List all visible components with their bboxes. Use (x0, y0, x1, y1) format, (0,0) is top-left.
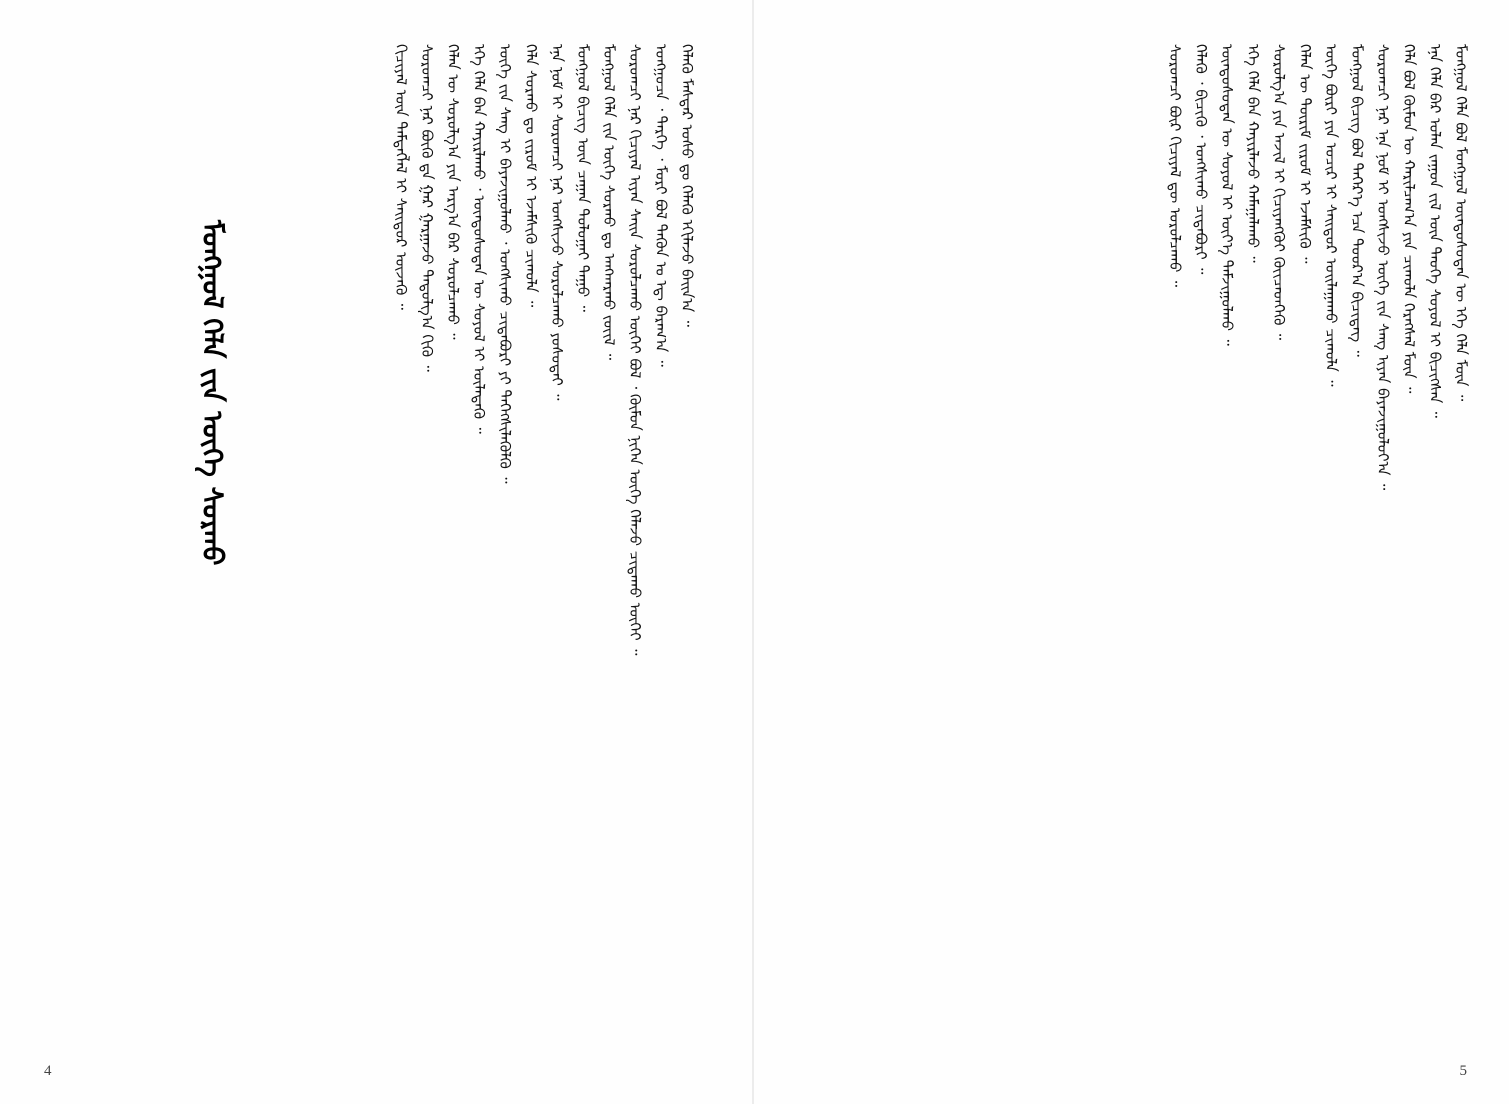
text-column: ᠡᠨᠡ ᠨᠣᠮ ᠢ ᠰᠤᠷᠤᠭᠴᠢ ᠨᠠᠷ ᠤᠩᠰᠢᠵᠤ ᠰᠤᠷᠤᠯᠴᠠᠬᠤ ᠶᠣᠰᠣᠲᠠᠢ ᠃ (548, 44, 566, 401)
text-column: ᠬᠡᠯᠡᠬᠦ ᠂ ᠪᠢᠴᠢᠬᠦ ᠂ ᠤᠩᠰᠢᠬᠤ ᠴᠢᠳᠠᠪᠤᠷᠢ ᠃ (1192, 44, 1210, 275)
text-column: ᠣᠩᠭᠤᠴᠠ ᠂ ᠲᠡᠷᠭᠡ ᠂ ᠮᠣᠷᠢ ᠪᠣᠯ ᠲᠡᠭᠦᠨ ᠤ ᠡᠳ᠋ ᠪᠠᠷᠠᠭ᠎ᠠ ᠃ (652, 44, 670, 367)
text-column: ᠬᠡᠯᠡᠬᠦ ᠮᠠᠰᠲᠠᠷ ᠤᠰᠤ ᠳᠤ ᠬᠡᠯᠡᠬᠦ ᠡᠬᠢᠯᠡᠵᠦ ᠪᠠᠢᠨ᠎ᠠ ᠃ (678, 44, 696, 327)
page-number: 4 (44, 1063, 52, 1079)
text-column: ᠰᠤᠷᠤᠯᠭ᠎ᠠ ᠶᠢᠨ ᠠᠵᠢᠯ ᠢ ᠬᠢᠴᠢᠶᠡᠩᠭᠦᠢ ᠭᠦᠢᠴᠡᠳᠬᠡᠬᠦ ᠃ (1270, 44, 1288, 341)
text-column: ᠬᠡᠯᠡ ᠰᠤᠷᠬᠤ ᠳᠤ ᠵᠢᠷᠤᠮ ᠢ ᠡᠵᠡᠮᠰᠢᠬᠦ ᠴᠢᠬᠤᠯᠠ ᠃ (522, 44, 540, 308)
text-column: ᠮᠣᠩᠭᠣᠯ ᠬᠡᠯᠡ ᠪᠣᠯ ᠮᠣᠩᠭᠣᠯ ᠦᠨᠳᠦᠰᠦᠲᠡᠨ ᠦ ᠡᠬᠡ ᠬᠡᠯᠡ ᠮᠥᠨ ᠃ (1452, 44, 1470, 402)
text-column: ᠬᠢᠴᠢᠶᠡᠯ ᠦᠨ ᠲᠡᠮᠳᠡᠭᠯᠡᠯ ᠢ ᠰᠠᠢᠲᠤᠷ ᠦᠵᠡᠬᠦ ᠃ (392, 44, 410, 310)
text-column: ᠦᠭᠡ ᠵᠢᠨ ᠰᠠᠩ ᠢ ᠪᠠᠶᠠᠵᠢᠭᠤᠯᠬᠤ ᠂ ᠤᠩᠰᠢᠬᠤ ᠴᠢᠳᠠᠪᠤᠷᠢ ᠶᠢ ᠳᠡᠭᠡᠭᠰᠢᠯᠡᠭᠦᠯᠬᠦ ᠃ (496, 44, 514, 484)
text-column: ᠰᠤᠷᠤᠭᠴᠢ ᠨᠠᠷ ᠪᠦᠬᠦ ᠳᠠ ᠭᠠᠷ ᠭᠠᠷᠭᠠᠵᠤ ᠳᠠᠳᠤᠯᠭ᠎ᠠ ᠬᠢᠬᠦ ᠃ (418, 44, 436, 372)
text-column: ᠮᠣᠩᠭᠣᠯ ᠪᠢᠴᠢᠭ ᠪᠣᠯ ᠳᠡᠭᠡᠷ᠎ᠡ ᠡᠴᠡ ᠳᠤᠤᠷ᠎ᠠ ᠪᠢᠴᠢᠳᠡᠭ ᠃ (1348, 44, 1366, 357)
text-column: ᠮᠣᠩᠭᠣᠯ ᠪᠢᠴᠢᠭ ᠦᠨ ᠴᠠᠭᠠᠨ ᠲᠣᠯᠣᠭᠠᠢ ᠳᠠᠭᠤ ᠃ (574, 44, 592, 312)
text-column: ᠡᠬᠡ ᠬᠡᠯᠡ ᠪᠡᠨ ᠬᠠᠶᠢᠷᠯᠠᠵᠤ ᠬᠠᠮᠠᠭᠠᠯᠠᠬᠤ ᠃ (1244, 44, 1262, 263)
page-number: 5 (1459, 1063, 1467, 1079)
text-column: ᠰᠤᠷᠤᠭᠴᠢ ᠨᠠᠷ ᠬᠢᠴᠢᠶᠡᠯ ᠢᠶᠡᠨ ᠰᠠᠢᠨ ᠰᠤᠷᠤᠯᠴᠠᠬᠤ ᠦᠭᠡᠢ ᠪᠣᠯ ᠂ ᠬᠦᠮᠦᠨ ᠨᠢᠭᠡᠨ ᠦᠭᠡ ᠬᠡᠯᠡᠵᠦ ᠴᠢᠳᠠᠬᠤ ᠦᠭᠡᠢ ᠃ (626, 44, 644, 656)
left-page (0, 0, 752, 1104)
text-column: ᠰᠤᠷᠤᠭᠴᠢ ᠨᠠᠷ ᠡᠨᠡ ᠨᠣᠮ ᠢ ᠤᠩᠰᠢᠵᠤ ᠦᠭᠡ ᠵᠢᠨ ᠰᠠᠩ ᠢᠶᠠᠨ ᠪᠠᠶᠠᠵᠢᠭᠤᠯᠤᠶ᠎ᠠ ᠃ (1374, 44, 1392, 491)
text-column: ᠦᠭᠡ ᠪᠦᠷᠢ ᠶᠢᠨ ᠤᠴᠢᠷ ᠢ ᠰᠠᠢᠲᠤᠷ ᠣᠢᠯᠠᠭᠠᠬᠤ ᠴᠢᠬᠤᠯᠠ ᠃ (1322, 44, 1340, 387)
section-title: ᠮᠣᠩᠭᠣᠯ ᠬᠡᠯᠡ ᠵᠢᠨ ᠦᠭᠡ ᠰᠤᠷᠬᠤ (196, 220, 229, 566)
text-column: ᠬᠡᠯᠡ ᠪᠣᠯ ᠬᠦᠮᠦᠨ ᠦ ᠬᠠᠷᠢᠯᠴᠠᠭ᠎ᠠ ᠶᠢᠨ ᠴᠢᠬᠤᠯᠠ ᠬᠡᠷᠡᠭᠰᠡᠯ ᠮᠥᠨ ᠃ (1400, 44, 1418, 394)
text-column: ᠮᠣᠩᠭᠣᠯ ᠬᠡᠯᠡ ᠵᠢᠨ ᠦᠭᠡ ᠰᠤᠷᠬᠤ ᠳᠤ ᠠᠩᠬᠠᠷᠬᠤ ᠵᠦᠢᠯ ᠃ (600, 44, 618, 361)
text-column: ᠡᠬᠡ ᠬᠡᠯᠡ ᠪᠡᠨ ᠬᠠᠶᠢᠷᠯᠠᠬᠤ ᠂ ᠦᠨᠳᠦᠰᠦᠲᠡᠨ ᠦ ᠰᠣᠶᠣᠯ ᠢ ᠦᠯᠡᠳᠡᠬᠦ ᠃ (470, 44, 488, 434)
text-column: ᠰᠤᠷᠤᠭᠴᠢ ᠪᠦᠷ ᠬᠢᠴᠢᠶᠡᠯ ᠳᠦ ᠣᠷᠣᠯᠴᠠᠬᠤ ᠃ (1166, 44, 1184, 288)
text-column: ᠡᠨᠡ ᠬᠡᠯᠡ ᠪᠡᠷ ᠣᠯᠠᠨ ᠵᠠᠭᠤᠨ ᠵᠢᠯ ᠦᠨ ᠲᠡᠦᠬᠡ ᠰᠣᠶᠣᠯ ᠢ ᠪᠢᠴᠢᠭᠰᠡᠨ ᠃ (1426, 44, 1444, 418)
text-column: ᠦᠨᠳᠦᠰᠦᠲᠡᠨ ᠦ ᠰᠣᠶᠣᠯ ᠢ ᠦᠶ᠎ᠡ ᠳᠠᠮᠵᠢᠭᠤᠯᠬᠤ ᠃ (1218, 44, 1236, 346)
text-column: ᠬᠡᠯᠡᠨ ᠦ ᠰᠤᠷᠤᠯᠭ᠎ᠠ ᠶᠢᠨ ᠠᠷᠭ᠎ᠠ ᠪᠠᠷ ᠰᠤᠷᠤᠯᠴᠠᠬᠤ ᠃ (444, 44, 462, 340)
right-page (754, 0, 1509, 1104)
right-text-block (814, 44, 1474, 1060)
left-text-block (40, 44, 700, 1060)
text-column: ᠬᠡᠯᠡᠨ ᠦ ᠳᠦᠷᠢᠮ ᠵᠢᠷᠤᠮ ᠢ ᠡᠵᠡᠮᠰᠢᠬᠦ ᠃ (1296, 44, 1314, 264)
